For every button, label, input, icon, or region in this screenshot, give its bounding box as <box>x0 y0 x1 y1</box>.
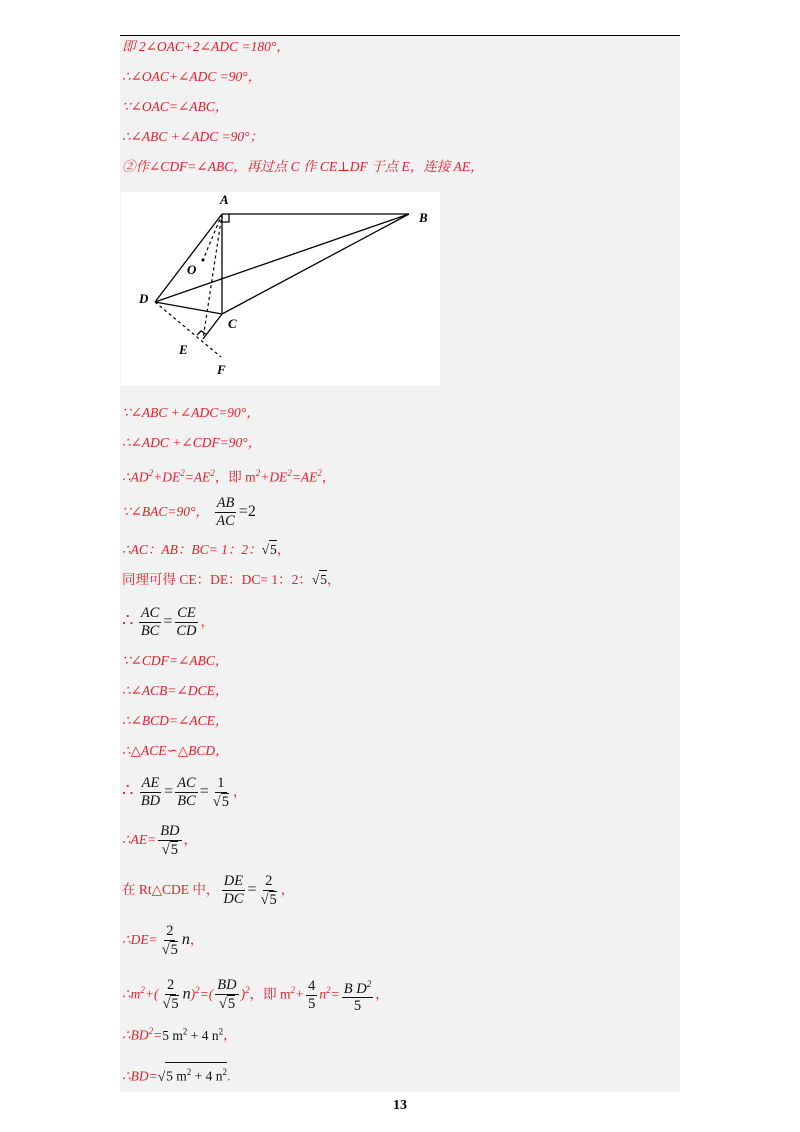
fraction-ab-ac: $\frac{AB}{AC}$ <box>216 495 235 530</box>
page-number: 13 <box>393 1098 407 1113</box>
line-6: ∵∠ABC +∠ADC=90°， <box>122 405 260 420</box>
segment-ao <box>203 214 222 260</box>
line-22: $\therefore BD^2=5$ $m^2 + 4$ $n^2$， <box>122 1026 237 1043</box>
segment-dc <box>155 302 222 314</box>
ray-df <box>155 302 221 357</box>
line-3: ∵∠OAC=∠ABC， <box>122 99 229 114</box>
line-1: 即 2∠OAC+2∠ADC =180°， <box>122 39 290 54</box>
line-5: ②作∠CDF=∠ABC，再过点 C 作 CE⊥DF 于点 E，连接 AE， <box>122 159 484 174</box>
label-d: D <box>139 291 149 306</box>
line-17: ∴ $\frac{AE}{BD}$ = $\frac{AC}{BC}$ = $\frac{1}{√5}$ ， <box>122 774 247 810</box>
line-23: ∴BD=√5 $m^2 + 4$ $n^2$. <box>122 1062 230 1086</box>
label-c: C <box>228 316 237 331</box>
line-13: ∵∠CDF=∠ABC， <box>122 653 229 668</box>
geometry-figure <box>121 192 440 386</box>
line-12: ∴ $\frac{AC}{BC}$ = $\frac{CE}{CD}$ ， <box>122 605 215 640</box>
line-16: ∴△ACE∽△BCD， <box>122 743 229 758</box>
line-11: 同理可得 CE：DE：DC= 1：2：√5， <box>122 572 341 587</box>
line-4: ∴∠ABC +∠ADC =90°； <box>122 129 264 144</box>
right-angle-mark-a <box>222 214 229 222</box>
label-b: B <box>419 210 428 225</box>
triangle-diagram <box>121 192 440 386</box>
line-10: ∴AC：AB：BC= 1：2：√5， <box>122 542 291 557</box>
line-19: 在 Rt△CDE 中， $\frac{DE}{DC}$ = $\frac{2}{√5}$ ， <box>122 872 295 908</box>
segment-bc <box>222 214 409 314</box>
line-21: $\therefore m^2+$( $\frac{2}{√5}$ n)$^2$=( $\frac{BD}{√5}$ )$^2$，即 $m^2+$ $\frac{4}{5}$ $n^2=$ $\frac{B D^2}{5}$ ， <box>122 977 389 1015</box>
line-18: ∴AE= $\frac{BD}{√5}$ ， <box>122 822 198 858</box>
label-o: O <box>187 262 197 277</box>
line-7: ∴∠ADC +∠CDF=90°， <box>122 435 262 450</box>
segment-ae <box>203 214 222 339</box>
line-9: ∵∠BAC=90°， $\frac{AB}{AC}$ =2 <box>122 495 256 530</box>
line-8: $\therefore AD^2+DE^2=AE^2$，即 $m^2+DE^2=AE^2$， <box>122 468 336 485</box>
line-14: ∴∠ACB=∠DCE， <box>122 683 229 698</box>
label-e: E <box>179 342 188 357</box>
segment-ad <box>155 214 222 302</box>
segment-db <box>155 214 409 302</box>
line-2: ∴∠OAC+∠ADC =90°， <box>122 69 262 84</box>
label-a: A <box>220 192 229 207</box>
label-f: F <box>217 362 226 377</box>
right-angle-mark-e <box>197 331 206 335</box>
center-o-point <box>202 259 205 262</box>
line-15: ∴∠BCD=∠ACE， <box>122 713 229 728</box>
line-20: ∴DE= $\frac{2}{√5}$ n， <box>122 922 204 958</box>
